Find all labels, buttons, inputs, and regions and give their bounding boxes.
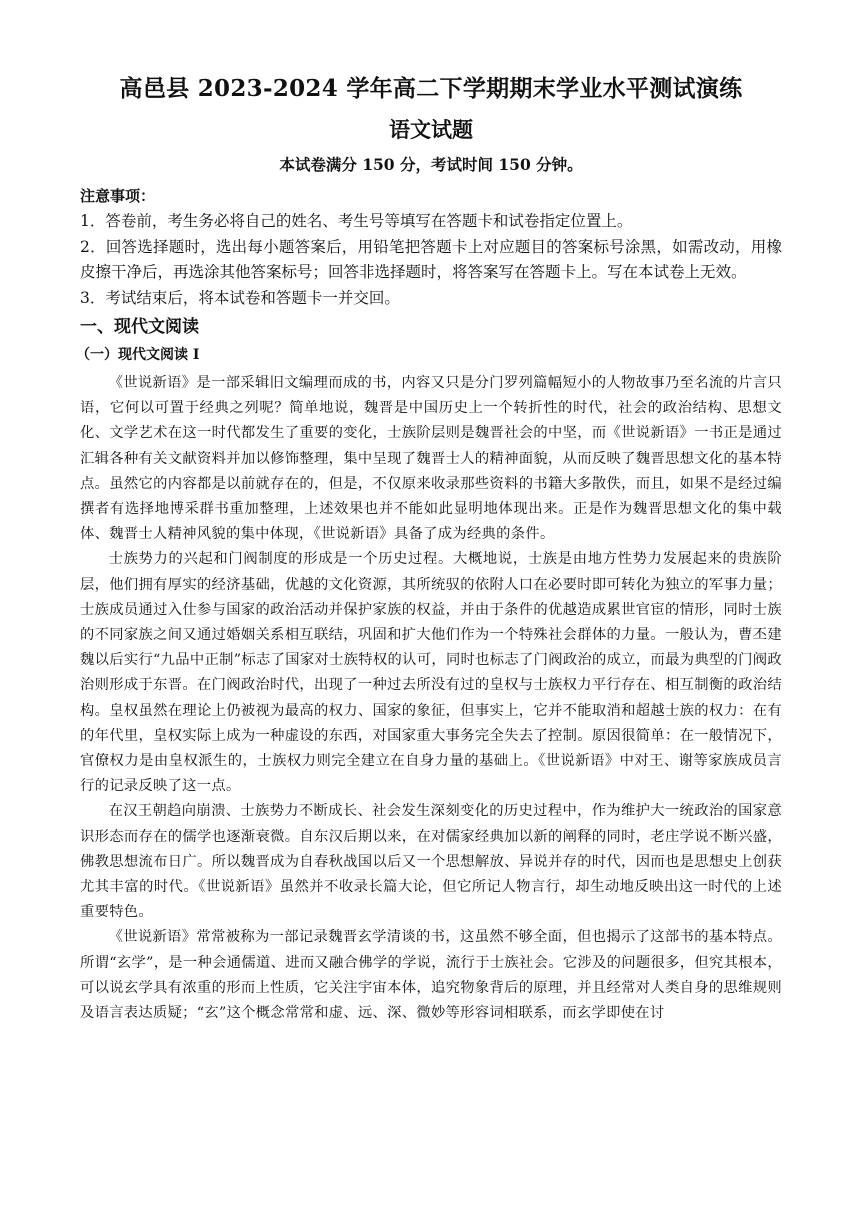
exam-subtitle: 语文试题 [389, 117, 473, 142]
body-paragraph: 《世说新语》是一部采辑旧文编理而成的书，内容又只是分门罗列篇幅短小的人物故事乃至名流的片言只语，它何以可置于经典之列呢？简单地说，魏晋是中国历史上一个转折性的时代，社会的政治结构、思想文化、文学艺术在这一时代都发生了重要的变化，士族阶层则是魏晋社会的中坚，而《世说新语》一书正是通过汇辑各种有关文献资料并加以修饰整理，集中呈现了魏晋士人的精神面貌，从而反映了魏晋思想文化的基本特点。虽然它的内容都是以前就存在的，但是，不仅原来收录那些资料的书籍大多散佚，而且，如果不是经过编撰者有选择地博采群书重加整理，上述效果也并不能如此显明地体现出来。正是作为魏晋思想文化的集中载体、魏晋士人精神风貌的集中体现，《世说新语》具备了成为经典的条件。 [80, 375, 782, 543]
notice-heading: 注意事项： [80, 187, 156, 205]
exam-info: 本试卷满分 150 分，考试时间 150 分钟。 [279, 155, 583, 174]
body-paragraph: 士族势力的兴起和门阀制度的形成是一个历史过程。大概地说，士族是由地方性势力发展起来的贵族阶层，他们拥有厚实的经济基础，优越的文化资源，其所统驭的依附人口在必要时即可转化为独立的军事力量；士族成员通过入仕参与国家的政治活动并保护家族的权益，并由于条件的优越造成累世官宦的情形，同时士族的不同家族之间又通过婚姻关系相互联结，巩固和扩大他们作为一个特殊社会群体的力量。一般认为，曹丕建魏以后实行“九品中正制”标志了国家对士族特权的认可，同时也标志了门阀政治的成立，而最为典型的门阀政治则形成于东晋。在门阀政治时代，出现了一种过去所没有过的皇权与士族权力平行存在、相互制衡的政治结构。皇权虽然在理论上仍被视为最高的权力、国家的象征，但事实上，它并不能取消和超越士族的权力：在有的年代里，皇权实际上成为一种虚设的东西，对国家重大事务完全失去了控制。原因很简单：在一般情况下，官僚权力是由皇权派生的，士族权力则完全建立在自身力量的基础上。《世说新语》中对王、谢等家族成员言行的记录反映了这一点。 [80, 551, 782, 795]
notice-item: 3．考试结束后，将本试卷和答题卡一并交回。 [80, 288, 400, 307]
notice-item: 2．回答选择题时，选出每小题答案后，用铅笔把答题卡上对应题目的答案标号涂黑，如需改动，用橡皮擦干净后，再选涂其他答案标号；回答非选择题时，将答案写在答题卡上。写在本试卷上无效。 [80, 237, 782, 281]
sub-section-heading: （一）现代文阅读 I [76, 347, 200, 363]
body-paragraph: 《世说新语》常常被称为一部记录魏晋玄学清谈的书，这虽然不够全面，但也揭示了这部书的基本特点。所谓“玄学”，是一种会通儒道、进而又融合佛学的学说，流行于士族社会。它涉及的问题很多，但究其根本，可以说玄学具有浓重的形而上性质，它关注宇宙本体，追究物象背后的原理，并且经常对人类自身的思维规则及语言表达质疑；“玄”这个概念常常和虚、远、深、微妙等形容词相联系，而玄学即使在讨 [80, 929, 782, 1022]
exam-title: 高邑县 2023-2024 学年高二下学期期末学业水平测试演练 [119, 75, 743, 102]
body-paragraph: 在汉王朝趋向崩溃、士族势力不断成长、社会发生深刻变化的历史过程中，作为维护大一统政治的国家意识形态而存在的儒学也逐渐衰微。自东汉后期以来，在对儒家经典加以新的阐释的同时，老庄学说不断兴盛，佛教思想流布日广。所以魏晋成为自春秋战国以后又一个思想解放、异说并存的时代，因而也是思想史上创获尤其丰富的时代。《世说新语》虽然并不收录长篇大论，但它所记人物言行，却生动地反映出这一时代的上述重要特色。 [80, 803, 782, 921]
section-heading: 一、现代文阅读 [80, 317, 199, 337]
notice-item: 1．答卷前，考生务必将自己的姓名、考生号等填写在答题卡和试卷指定位置上。 [80, 212, 633, 230]
